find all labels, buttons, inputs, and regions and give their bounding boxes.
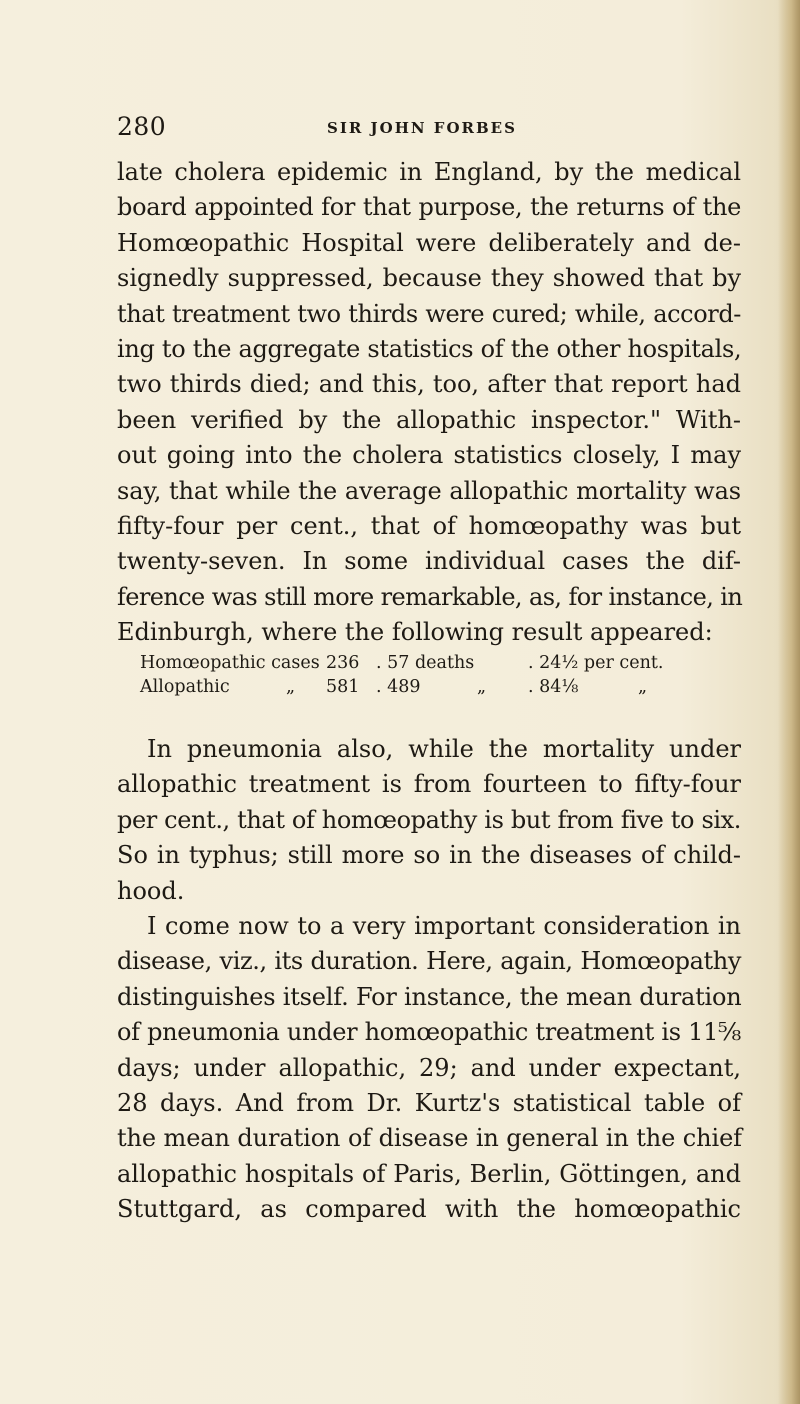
table-row-homoeopathic: [140, 651, 740, 675]
row-count: 236: [326, 653, 360, 673]
text-line: In pneumonia also, while the mortality under: [147, 735, 741, 763]
text-line: out going into the cholera statistics closely, I may: [117, 441, 741, 470]
page-header: [117, 113, 737, 143]
text-line: allopathic hospitals of Paris, Berlin, Göttingen, and: [117, 1159, 741, 1188]
text-line: late cholera epidemic in England, by the medical: [117, 158, 741, 186]
text-line: two thirds died; and this, too, after that report had: [117, 370, 741, 399]
text-line: twenty-seven. In some individual cases the dif-: [117, 547, 741, 576]
paragraph-pneumonia: [117, 732, 741, 909]
ditto-mark: „: [477, 677, 487, 697]
text-line: So in typhus; still more so in the diseases of child-: [117, 841, 741, 870]
text-line: 28 days. And from Dr. Kurtz's statistical table of: [117, 1089, 741, 1118]
paragraph-duration: [117, 909, 741, 1228]
ditto-mark: „: [638, 677, 648, 697]
text-line: signedly suppressed, because they showed that by: [117, 264, 741, 293]
text-line: ing to the aggregate statistics of the other hospitals,: [117, 335, 742, 364]
table-row-allopathic: [140, 675, 740, 699]
text-line: that treatment two thirds were cured; while, accord-: [117, 299, 741, 328]
text-line: per cent., that of homœopathy is but from five to six.: [117, 805, 741, 834]
text-line: Edinburgh, where the following result appeared:: [117, 618, 713, 647]
row-rate: . 24½ per cent.: [528, 653, 664, 673]
row-label: Allopathic: [140, 677, 230, 697]
text-line: the mean duration of disease in general in the chief: [117, 1124, 742, 1153]
row-deaths: . 57 deaths: [376, 653, 475, 673]
ditto-mark: „: [286, 677, 296, 697]
page-edge-shading: [778, 0, 800, 1404]
running-head: SIR JOHN FORBES: [327, 119, 517, 137]
text-line: Stuttgard, as compared with the homœopathic: [117, 1195, 741, 1224]
row-rate: . 84⅛: [528, 677, 579, 697]
text-line: of pneumonia under homœopathic treatment is 11⅝: [117, 1018, 741, 1047]
text-line: disease, viz., its duration. Here, again, Homœopathy: [117, 947, 741, 976]
text-line: days; under allopathic, 29; and under expectant,: [117, 1053, 741, 1082]
edinburgh-stats-table: [140, 651, 740, 699]
text-line: been verified by the allopathic inspector." With-: [117, 405, 741, 434]
text-line: say, that while the average allopathic mortality was: [117, 476, 741, 505]
text-line: distinguishes itself. For instance, the mean duration: [117, 982, 742, 1011]
text-line: hood.: [117, 876, 185, 905]
page-number: 280: [117, 112, 167, 141]
text-line: ference was still more remarkable, as, for instance, in: [117, 582, 743, 611]
text-line: I come now to a very important consideration in: [147, 912, 741, 940]
text-line: fifty-four per cent., that of homœopathy was but: [117, 512, 741, 541]
text-line: allopathic treatment is from fourteen to fifty-four: [117, 770, 741, 799]
row-count: 581: [326, 677, 360, 697]
text-line: board appointed for that purpose, the returns of the: [117, 193, 741, 222]
row-deaths: . 489: [376, 677, 421, 697]
row-label: Homœopathic cases: [140, 653, 320, 673]
text-line: Homœopathic Hospital were deliberately and de-: [117, 228, 741, 257]
paragraph-cholera: [117, 155, 741, 651]
